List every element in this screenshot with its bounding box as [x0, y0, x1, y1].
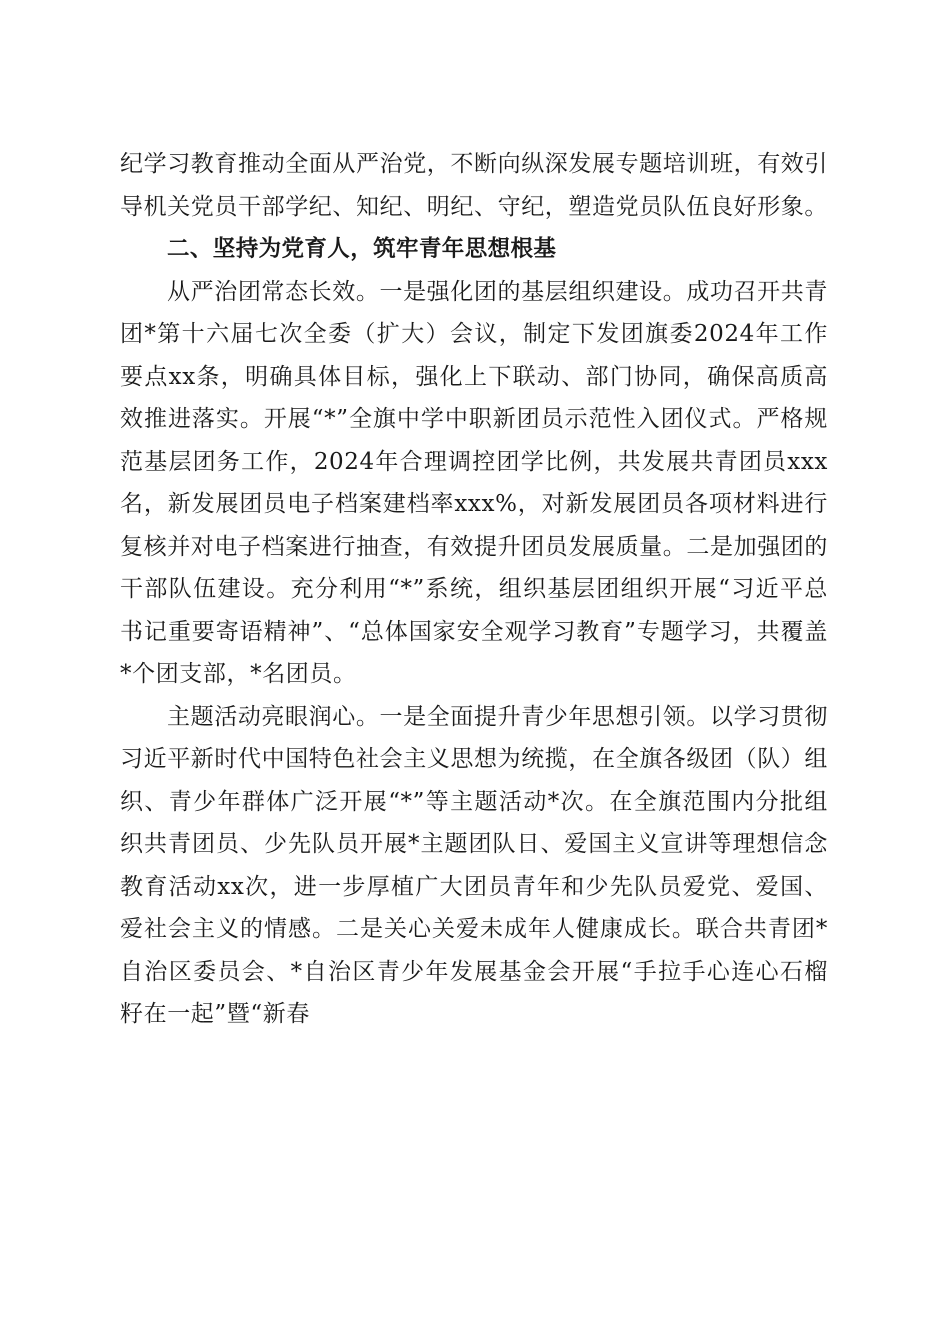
paragraph-theme-activities: 主题活动亮眼润心。一是全面提升青少年思想引领。以学习贯彻习近平新时代中国特色社会主义思想为统揽，在全旗各级团（队）组织、青少年群体广泛开展“*”等主题活动*次。在全旗范围内分批组织共青团员、少先队员开展*主题团队日、爱国主义宣讲等理想信念教育活动xx次，进一步厚植广大团员青年和少先队员爱党、爱国、爱社会主义的情感。二是关心关爱未成年人健康成长。联合共青团*自治区委员会、*自治区青少年发展基金会开展“手拉手心连心石榴籽在一起”暨“新春 — [120, 703, 828, 1027]
section-heading: 二、坚持为党育人，筑牢青年思想根基 — [167, 236, 557, 262]
paragraph-continuation: 纪学习教育推动全面从严治党，不断向纵深发展专题培训班，有效引导机关党员干部学纪、知纪、明纪、守纪，塑造党员队伍良好形象。 — [120, 151, 828, 220]
paragraph-team-governance: 从严治团常态长效。一是强化团的基层组织建设。成功召开共青团*第十六届七次全委（扩大）会议，制定下发团旗委2024年工作要点xx条，明确具体目标，强化上下联动、部门协同，确保高质高效推进落实。开展“*”全旗中学中职新团员示范性入团仪式。严格规范基层团务工作，2024年合理调控团学比例，共发展共青团员xxx名，新发展团员电子档案建档率xxx%，对新发展团员各项材料进行复核并对电子档案进行抽查，有效提升团员发展质量。二是加强团的干部队伍建设。充分利用“*”系统，组织基层团组织开展“习近平总书记重要寄语精神”、“总体国家安全观学习教育”专题学习，共覆盖*个团支部，*名团员。 — [120, 278, 828, 687]
document-body — [120, 143, 828, 1036]
